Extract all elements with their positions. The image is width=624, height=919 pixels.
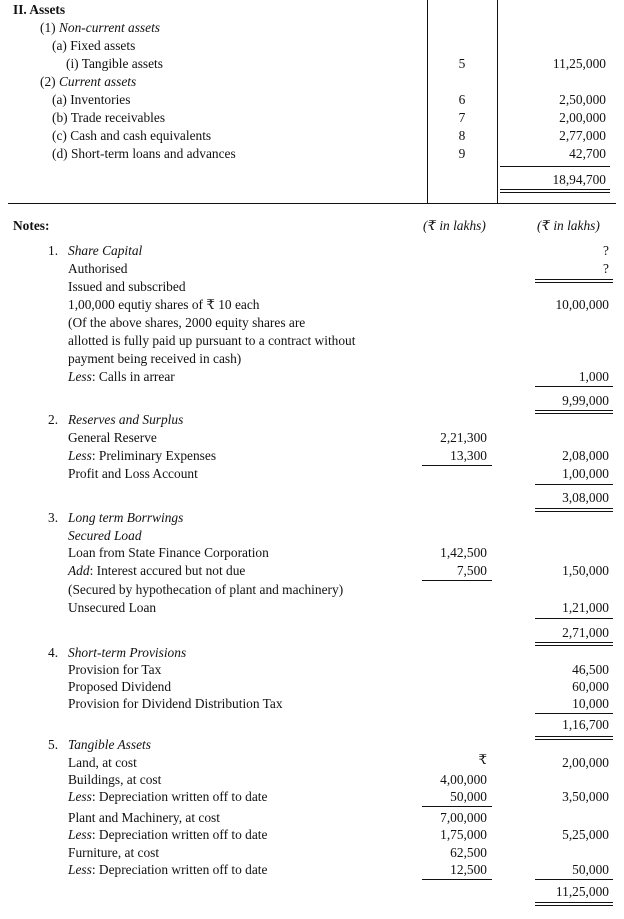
note3-total-rule-2: [535, 645, 613, 646]
tangible-label: (i) Tangible assets: [66, 56, 163, 71]
note1-number: 1.: [48, 243, 59, 258]
note3-add: Add: [68, 563, 90, 578]
cash-amount: 2,77,000: [559, 128, 606, 143]
note3-unsecured-value: 1,21,000: [562, 600, 609, 615]
inventories-amount: 2,50,000: [559, 92, 606, 107]
note4-total-rule-2: [535, 739, 613, 740]
noncurrent-number: (1): [40, 20, 59, 35]
note2-less: Less: [68, 448, 92, 463]
note1-text-3: payment being received in cash): [68, 351, 242, 366]
note3-loan-value: 1,42,500: [440, 545, 487, 560]
note5-buildings-dep-value: 50,000: [450, 789, 487, 804]
note1-text-2: allotted is fully paid up pursuant to a contract without: [68, 333, 356, 348]
note5-buildings-dep: [68, 790, 267, 803]
note5-buildings-rule: [422, 806, 492, 807]
noncurrent-title: Non-current assets: [58, 20, 161, 35]
note1-calls-rule: [535, 386, 613, 387]
note5-dep-label-3: : Depreciation written off to date: [91, 862, 268, 877]
note5-furniture-net: 50,000: [572, 862, 609, 877]
receivables-note: 7: [458, 110, 466, 125]
note5-less-1: Less: [68, 789, 92, 804]
note2-pl-value: 1,00,000: [562, 466, 609, 481]
note5-buildings-value: 4,00,000: [440, 772, 487, 787]
cash-note: 8: [458, 128, 466, 143]
note4-ddt-rule: [535, 713, 613, 714]
fixed-assets-label: (a) Fixed assets: [52, 38, 136, 53]
note4-dividend: Proposed Dividend: [68, 679, 172, 694]
inventories-label: (a) Inventories: [52, 92, 131, 107]
note3-secured: Secured Load: [68, 528, 142, 543]
current-number: (2): [40, 74, 59, 89]
assets-total-double-rule-2: [500, 192, 610, 193]
note4-ddt: Provision for Dividend Distribution Tax: [68, 696, 283, 711]
note2-total: 3,08,000: [562, 490, 609, 505]
note5-plant-net: 5,25,000: [562, 827, 609, 842]
note3-total-rule-1: [535, 642, 613, 643]
note5-buildings: Buildings, at cost: [68, 772, 162, 787]
note2-pl-rule: [535, 484, 613, 485]
note5-dep-label-1: : Depreciation written off to date: [91, 789, 268, 804]
note2-total-rule-1: [535, 508, 613, 509]
note2-pl: Profit and Loss Account: [68, 466, 198, 481]
assets-total-rule: [500, 166, 610, 167]
note5-furniture-value: 62,500: [450, 845, 487, 860]
note4-title: Short-term Provisions: [68, 645, 187, 660]
note5-title: Tangible Assets: [68, 737, 151, 752]
column-divider-left: [427, 0, 428, 204]
note5-land-value: 2,00,000: [562, 755, 609, 770]
note5-furniture-rule: [422, 879, 492, 880]
note5-total-rule-2: [535, 905, 613, 906]
note1-calls: [68, 370, 175, 383]
note1-title-value: ?: [603, 243, 609, 258]
note3-unsecured-rule: [535, 618, 613, 619]
receivables-amount: 2,00,000: [559, 110, 606, 125]
note2-prelim: [68, 449, 216, 462]
note5-dep-label-2: : Depreciation written off to date: [91, 827, 268, 842]
note1-authorised: Authorised: [68, 261, 128, 276]
note3-number: 3.: [48, 510, 59, 525]
note5-buildings-net: 3,50,000: [562, 789, 609, 804]
note1-authorised-rule-2: [535, 282, 613, 283]
loans-label: (d) Short-term loans and advances: [52, 146, 236, 161]
assets-total: 18,94,700: [552, 172, 606, 187]
note1-text-1: (Of the above shares, 2000 equity shares are: [68, 315, 306, 330]
note5-less-2: Less: [68, 827, 92, 842]
note2-prelim-label: : Preliminary Expenses: [91, 448, 217, 463]
note5-total: 11,25,000: [555, 884, 609, 899]
current-title: Current assets: [58, 74, 137, 89]
note2-number: 2.: [48, 412, 59, 427]
note1-shares-value: 10,00,000: [555, 297, 609, 312]
note2-total-rule-2: [535, 511, 613, 512]
note4-total: 1,16,700: [562, 717, 609, 732]
note4-number: 4.: [48, 645, 59, 660]
note1-issued: Issued and subscribed: [68, 279, 186, 294]
note2-prelim-value: 13,300: [450, 448, 487, 463]
note4-ddt-value: 10,000: [572, 696, 609, 711]
notes-col1-header: (₹ in lakhs): [423, 218, 486, 233]
note1-authorised-value: ?: [603, 261, 609, 276]
note2-general-value: 2,21,300: [440, 430, 487, 445]
cash-label: (c) Cash and cash equivalents: [52, 128, 212, 143]
note3-total: 2,71,000: [562, 625, 609, 640]
assets-heading: II. Assets: [13, 2, 66, 17]
note5-land: Land, at cost: [68, 755, 137, 770]
note5-plant-value: 7,00,000: [440, 810, 487, 825]
note2-prelim-rule: [422, 465, 492, 466]
note5-net-rule: [535, 879, 613, 880]
note3-interest: [68, 564, 245, 577]
note5-less-3: Less: [68, 862, 92, 877]
assets-total-double-rule-1: [500, 189, 610, 190]
column-divider-right: [497, 0, 498, 204]
note2-prelim-net: 2,08,000: [562, 448, 609, 463]
note1-authorised-rule-1: [535, 279, 613, 280]
note1-total: 9,99,000: [562, 393, 609, 408]
note2-general: General Reserve: [68, 430, 157, 445]
note1-calls-value: 1,000: [578, 369, 609, 384]
receivables-label: (b) Trade receivables: [52, 110, 166, 125]
note5-plant: Plant and Machinery, at cost: [68, 810, 220, 825]
note1-title: Share Capital: [68, 243, 143, 258]
note5-plant-dep-value: 1,75,000: [440, 827, 487, 842]
note4-tax-value: 46,500: [572, 662, 609, 677]
note2-title: Reserves and Surplus: [68, 412, 184, 427]
inventories-note: 6: [458, 92, 466, 107]
note5-furniture: Furniture, at cost: [68, 845, 160, 860]
note4-tax: Provision for Tax: [68, 662, 162, 677]
noncurrent-heading: [40, 21, 160, 34]
note1-calls-label: : Calls in arrear: [91, 369, 175, 384]
tangible-note: 5: [458, 56, 466, 71]
note4-dividend-value: 60,000: [572, 679, 609, 694]
note5-furniture-dep-value: 12,500: [450, 862, 487, 877]
notes-heading: Notes:: [13, 218, 50, 233]
note1-total-rule-2: [535, 413, 613, 414]
note3-loan: Loan from State Finance Corporation: [68, 545, 269, 560]
note4-total-rule-1: [535, 736, 613, 737]
note3-title: Long term Borrwings: [68, 510, 184, 525]
note3-interest-rule: [422, 580, 492, 581]
note1-shares: 1,00,000 equtiy shares of ₹ 10 each: [68, 297, 260, 312]
tangible-amount: 11,25,000: [552, 56, 606, 71]
note5-land-rupee: ₹: [478, 752, 487, 767]
note3-secured-by: (Secured by hypothecation of plant and machinery): [68, 582, 344, 597]
notes-col2-header: (₹ in lakhs): [537, 218, 600, 233]
loans-amount: 42,700: [569, 146, 606, 161]
note1-less: Less: [68, 369, 92, 384]
note5-total-rule-1: [535, 902, 613, 903]
note3-interest-label: : Interest accured but not due: [89, 563, 246, 578]
note1-total-rule-1: [535, 410, 613, 411]
note3-interest-value: 7,500: [456, 563, 487, 578]
note3-interest-net: 1,50,000: [562, 563, 609, 578]
current-heading: [40, 75, 136, 88]
note5-furniture-dep: [68, 863, 267, 876]
loans-note: 9: [458, 146, 466, 161]
section-divider: [8, 203, 616, 204]
note3-unsecured: Unsecured Loan: [68, 600, 157, 615]
note5-plant-dep: [68, 828, 267, 841]
note5-number: 5.: [48, 737, 59, 752]
